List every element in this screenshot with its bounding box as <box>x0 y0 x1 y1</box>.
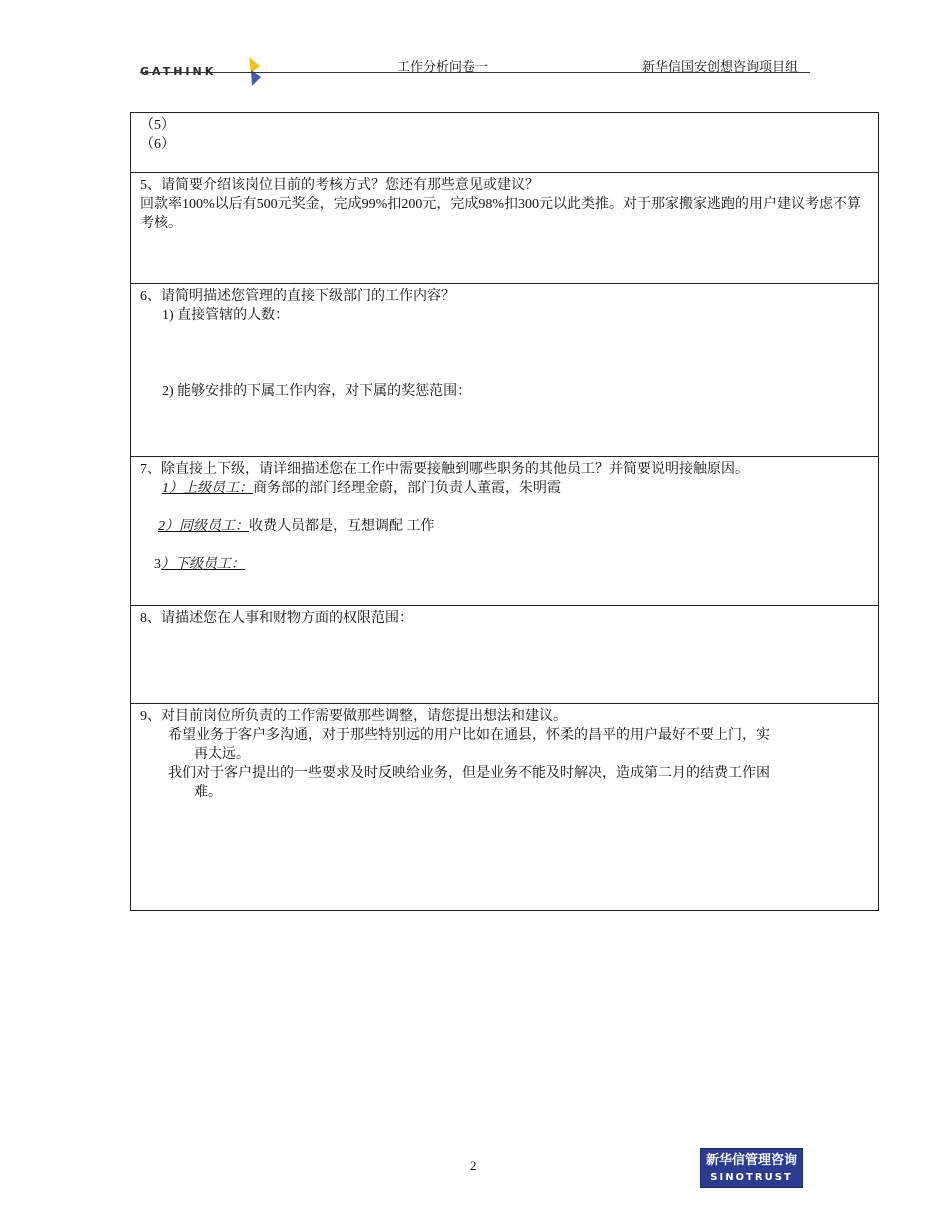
question-6-sub-1: 1) 直接管辖的人数： <box>162 308 290 323</box>
section-q5 <box>131 172 878 283</box>
question-6-sub-2: 2) 能够安排的下属工作内容，对下属的奖惩范围： <box>162 384 472 399</box>
question-7-sub-1 <box>140 479 870 498</box>
questionnaire-table <box>130 112 879 911</box>
sinotrust-logo <box>700 1148 803 1188</box>
section-items-continued <box>131 113 878 172</box>
superior-label: 1）上级员工： <box>162 481 253 496</box>
peer-label: 2）同级员工： <box>158 519 249 534</box>
sinotrust-logo-en: SINOTRUST <box>710 1172 793 1183</box>
answer-5: 回款率100%以后有500元奖金，完成99%扣200元，完成98%扣300元以此类推。对于那家搬家逃跑的用户建议考虑不算考核。 <box>140 197 861 231</box>
question-5: 5、请简要介绍该岗位目前的考核方式？您还有那些意见或建议？ <box>140 178 539 193</box>
answer-9-p2-line-2: 难。 <box>194 785 222 800</box>
question-7: 7、除直接上下级，请详细描述您在工作中需要接触到哪些职务的其他员工？并简要说明接触原因。 <box>140 462 749 477</box>
question-9: 9、对目前岗位所负责的工作需要做那些调整，请您提出想法和建议。 <box>140 709 567 724</box>
answer-9-p2-line-1: 我们对于客户提出的一些要求及时反映给业务，但是业务不能及时解决，造成第二月的结费工作困 <box>168 766 770 781</box>
peer-answer: 收费人员都是，互想调配 工作 <box>249 519 435 534</box>
subordinate-prefix: 3 <box>154 557 161 572</box>
organization-name: 新华信国安创想咨询项目组 <box>642 59 799 74</box>
answer-9-p1-line-2: 再太远。 <box>194 747 250 762</box>
question-7-sub-3 <box>140 555 870 574</box>
page-number: 2 <box>470 1158 477 1173</box>
document-title: 工作分析问卷一 <box>397 59 489 74</box>
superior-answer: 商务部的部门经理金蔚，部门负责人董霞，朱明霞 <box>253 481 561 496</box>
section-q8 <box>131 605 878 703</box>
question-8: 8、请描述您在人事和财物方面的权限范围： <box>140 611 413 626</box>
question-6: 6、请简明描述您管理的直接下级部门的工作内容？ <box>140 289 455 304</box>
section-q6 <box>131 283 878 456</box>
answer-9-paragraph-1 <box>140 726 870 764</box>
gathink-logo-text: GATHINK <box>140 65 217 78</box>
question-7-sub-2 <box>140 517 870 536</box>
section-q9 <box>131 703 878 910</box>
list-item: （6） <box>140 137 175 152</box>
page-header <box>0 0 950 95</box>
answer-9-paragraph-2 <box>140 764 870 802</box>
sinotrust-logo-cn: 新华信管理咨询 <box>705 1153 797 1168</box>
list-item: （5） <box>140 118 175 133</box>
section-q7 <box>131 456 878 605</box>
answer-9-p1-line-1: 希望业务于客户多沟通，对于那些特别远的用户比如在通县，怀柔的昌平的用户最好不要上门，实 <box>168 728 770 743</box>
subordinate-label: ）下级员工： <box>161 557 245 572</box>
